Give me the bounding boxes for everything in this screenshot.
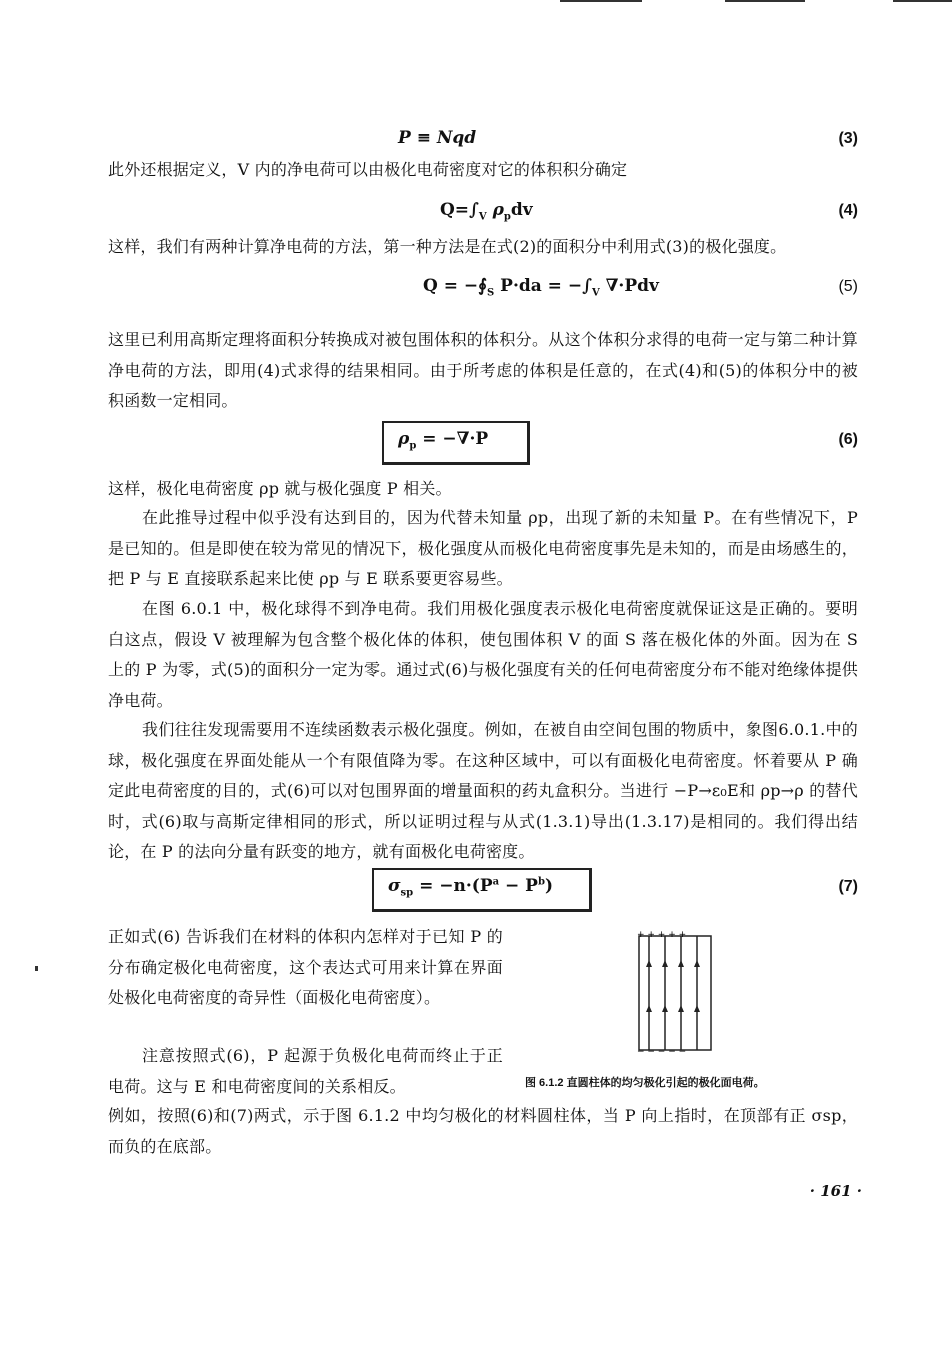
eq7-box xyxy=(372,868,592,912)
eq4-rho: ρ xyxy=(492,200,504,220)
arrow-4a xyxy=(694,960,700,967)
eq4-tail: dv xyxy=(510,200,533,220)
arrow-1b xyxy=(646,1005,652,1012)
eq7-number: (7) xyxy=(838,878,858,895)
equation-7 xyxy=(108,868,858,912)
top-charges: + + + + + xyxy=(637,930,687,940)
arrow-1a xyxy=(646,960,652,967)
paragraph-5: 在此推导过程中似乎没有达到目的，因为代替未知量 ρp，出现了新的未知量 P。在有些情况下，P 是已知的。但是即使在较为常见的情况下，极化强度从而极化电荷密度事先是未知的，而是由场感生的，把 P 与 E 直接联系起来比使 ρp 与 E 联系要更容易些。 xyxy=(108,508,858,588)
eq5-sub2: V xyxy=(591,287,600,299)
arrow-3a xyxy=(678,960,684,967)
paragraph-6: 在图 6.0.1 中，极化球得不到净电荷。我们用极化强度表示极化电荷密度就保证这是正确的。要明白这点，假设 V 被理解为包含整个极化体的体积，使包围体积 V 的面 S 落在极化体的外面。因为在 S 上的 P 为零，式(5)的面积分一定为零。通过式(6)与极化强度有关的任何电荷密度分布不能对绝缘体提供净电荷。 xyxy=(108,599,858,710)
equation-6 xyxy=(108,421,858,465)
cylinder-figure xyxy=(635,930,715,1055)
eq5-sub: S xyxy=(487,287,495,299)
figure-caption: 图 6.1.2 直圆柱体的均匀极化引起的极化面电荷。 xyxy=(525,1077,765,1089)
eq5-mid: P·da = −∫ xyxy=(500,276,592,296)
eq4-rho-sub: p xyxy=(503,211,511,223)
eq7-sup2: b xyxy=(537,876,545,888)
eq7-rhs: = −n·(P xyxy=(419,876,493,896)
eq7-sup1: a xyxy=(492,876,500,888)
cylinder-outline xyxy=(639,936,711,1050)
eq3-number: (3) xyxy=(838,130,858,147)
eq7-lhs-sub: sp xyxy=(400,887,414,899)
paragraph-2: 这样，我们有两种计算净电荷的方法，第一种方法是在式(2)的面积分中利用式(3)的极化强度。 xyxy=(108,237,787,256)
arrow-2b xyxy=(662,1005,668,1012)
eq3-lhs: P xyxy=(398,128,411,148)
eq6-box xyxy=(382,421,530,465)
polarization-lines xyxy=(649,936,697,1050)
paragraph-9b: 例如，按照(6)和(7)两式，示于图 6.1.2 中均匀极化的材料圆柱体，当 P 向上指时，在顶部有正 σsp，而负的在底部。 xyxy=(108,1106,858,1156)
eq4-sub: V xyxy=(478,211,487,223)
equation-5 xyxy=(108,272,858,312)
equation-4 xyxy=(108,194,858,234)
paragraph-4: 这样，极化电荷密度 ρp 就与极化强度 P 相关。 xyxy=(108,479,452,498)
eq7-tail: ) xyxy=(544,876,554,896)
top-rule-2 xyxy=(725,0,805,2)
paragraph-7: 我们往往发现需要用不连续函数表示极化强度。例如，在被自由空间包围的物质中，象图6.0.1.中的球，极化强度在界面处能从一个有限值降为零。在这种区域中，可以有面极化电荷密度。怀着要从 P 确定此电荷密度的目的，式(6)可以对包围界面的增量面积的药丸盒积分。当进行 −P→ε₀E和 ρp→ρ 的替代时，式(6)取与高斯定律相同的形式，所以证明过程与从式(1.3.1)导出(1.3.17)是相同的。我们得出结论，在 P 的法向分量有跃变的地方，就有面极化电荷密度。 xyxy=(108,720,858,861)
margin-mark xyxy=(35,966,38,971)
eq5-text: Q = −∮ xyxy=(423,276,487,296)
top-rule-3 xyxy=(893,0,952,2)
arrow-2a xyxy=(662,960,668,967)
arrow-4b xyxy=(694,1005,700,1012)
eq6-rhs: = −∇·P xyxy=(422,429,489,449)
arrow-3b xyxy=(678,1005,684,1012)
eq7-mid: − P xyxy=(499,876,538,896)
eq5-tail: ∇·Pdv xyxy=(605,276,659,296)
eq4-number: (4) xyxy=(838,202,858,219)
eq4-text: Q=∫ xyxy=(440,200,479,220)
page-number: · 161 · xyxy=(809,1182,862,1200)
eq5-number: (5) xyxy=(838,278,858,295)
paragraph-8: 正如式(6) 告诉我们在材料的体积内怎样对于已知 P 的分布确定极化电荷密度，这个表达式可用来计算在界面处极化电荷密度的奇异性（面极化电荷密度）。 xyxy=(108,927,503,1007)
paragraph-9a: 注意按照式(6)，P 起源于负极化电荷而终止于正电荷。这与 E 和电荷密度间的关系相反。 xyxy=(108,1046,503,1096)
bottom-charges: − − − − − xyxy=(637,1047,687,1055)
arrow-heads xyxy=(646,960,700,1012)
paragraph-3: 这里已利用高斯定理将面积分转换成对被包围体积的体积分。从这个体积分求得的电荷一定与第二种计算净电荷的方法，即用(4)式求得的结果相同。由于所考虑的体积是任意的，在式(4)和(5)的体积分中的被积函数一定相同。 xyxy=(108,330,858,410)
eq7-lhs: σ xyxy=(388,876,401,896)
paragraph-1: 此外还根据定义，V 内的净电荷可以由极化电荷密度对它的体积积分确定 xyxy=(108,160,628,179)
eq6-lhs-sub: p xyxy=(409,440,417,452)
eq3-rhs: ≡ Nqd xyxy=(416,128,477,148)
top-rule-1 xyxy=(560,0,642,2)
eq6-number: (6) xyxy=(838,431,858,448)
eq6-lhs: ρ xyxy=(398,429,410,449)
